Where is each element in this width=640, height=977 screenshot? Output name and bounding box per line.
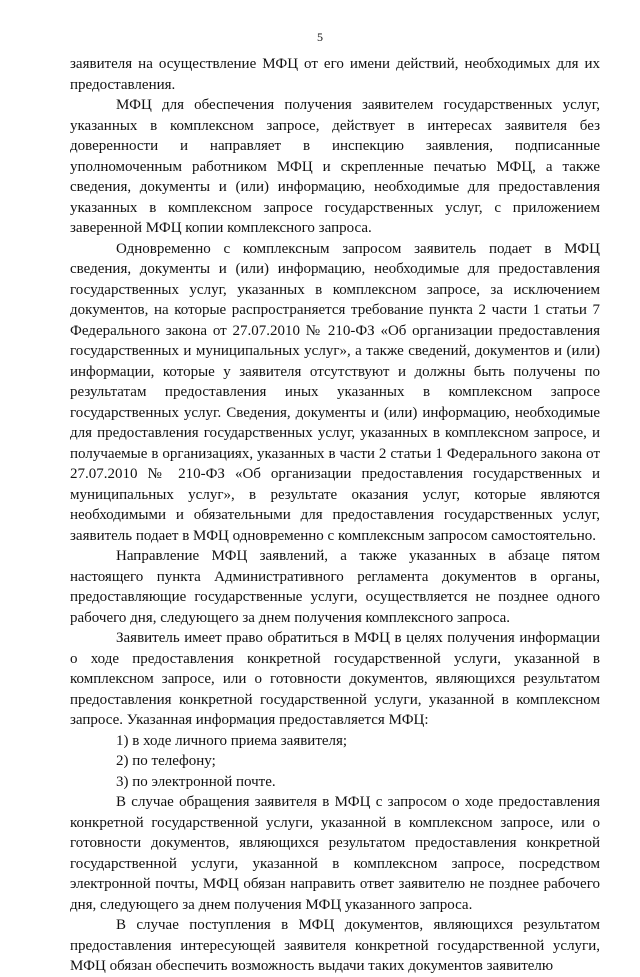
paragraph-document-delivery: В случае поступления в МФЦ документов, являющихся результатом предоставления интересующей заявителя конкретной государственной услуги, МФЦ обязан обеспечить возможность выдачи таких документов заявителю [70,917,600,974]
paragraph-right-to-information: Заявитель имеет право обратиться в МФЦ в целях получения информации о ходе предоставления конкретной государственной услуги, указанной в комплексном запросе, или о готовности документов, являющихся результатом предоставления конкретной государственной услуги, указанной в комплексном запросе. Указанная информация предоставляется МФЦ: [70,630,600,728]
page-number: 5 [317,30,323,44]
list-item-personal-reception: 1) в ходе личного приема заявителя; [116,732,348,749]
paragraph-sending-applications: Направление МФЦ заявлений, а также указанных в абзаце пятом настоящего пункта Административного регламента документов в органы, предоставляющие государственные услуги, осуществляется не позднее одного рабочего дня, следующего за днем получения комплексного запроса. [70,548,600,626]
list-item-email: 3) по электронной почте. [116,773,276,790]
paragraph-mfc-obligations: МФЦ для обеспечения получения заявителем государственных услуг, указанных в комплексном запросе, действует в интересах заявителя без доверенности и направляет в инспекцию заявления, подписанные уполномоченным работником МФЦ и скрепленные печатью МФЦ, а также сведения, документы и (или) информацию, необходимые для предоставления указанных в комплексном запросе государственных услуг, с приложением заверенной МФЦ копии комплексного запроса. [70,97,600,236]
paragraph-continuation: заявителя на осуществление МФЦ от его имени действий, необходимых для их предоставления. [70,56,600,93]
paragraph-email-request: В случае обращения заявителя в МФЦ с запросом о ходе предоставления конкретной государственной услуги, указанной в комплексном запросе, или о готовности документов, являющихся результатом предоставления конкретной государственной услуги, указанной в комплексном запросе, посредством электронной почты, МФЦ обязан направить ответ заявителю не позднее рабочего дня, следующего за днем получения МФЦ указанного запроса. [70,794,600,913]
paragraph-simultaneous-submission: Одновременно с комплексным запросом заявитель подает в МФЦ сведения, документы и (или) информацию, необходимые для предоставления государственных услуг, указанных в комплексном запросе, за исключением документов, на которые распространяется требование пункта 2 части 1 статьи 7 Федерального закона от 27.07.2010 № 210-ФЗ «Об организации предоставления государственных и муниципальных услуг», а также сведений, документов и (или) информации, которые у заявителя отсутствуют и должны быть получены по результатам предоставления иных указанных в комплексном запросе государственных услуг. Сведения, документы и (или) информацию, необходимые для предоставления государственных услуг, указанных в комплексном запросе, и получаемые в организациях, указанных в части 2 статьи 1 Федерального закона от 27.07.2010 № 210-ФЗ «Об организации предоставления государственных и муниципальных услуг», в результате оказания услуг, которые являются необходимыми и обязательными для предоставления государственных услуг, заявитель подает в МФЦ одновременно с комплексным запросом самостоятельно. [70,240,600,544]
list-item-telephone: 2) по телефону; [116,753,216,769]
document-body [70,54,600,977]
